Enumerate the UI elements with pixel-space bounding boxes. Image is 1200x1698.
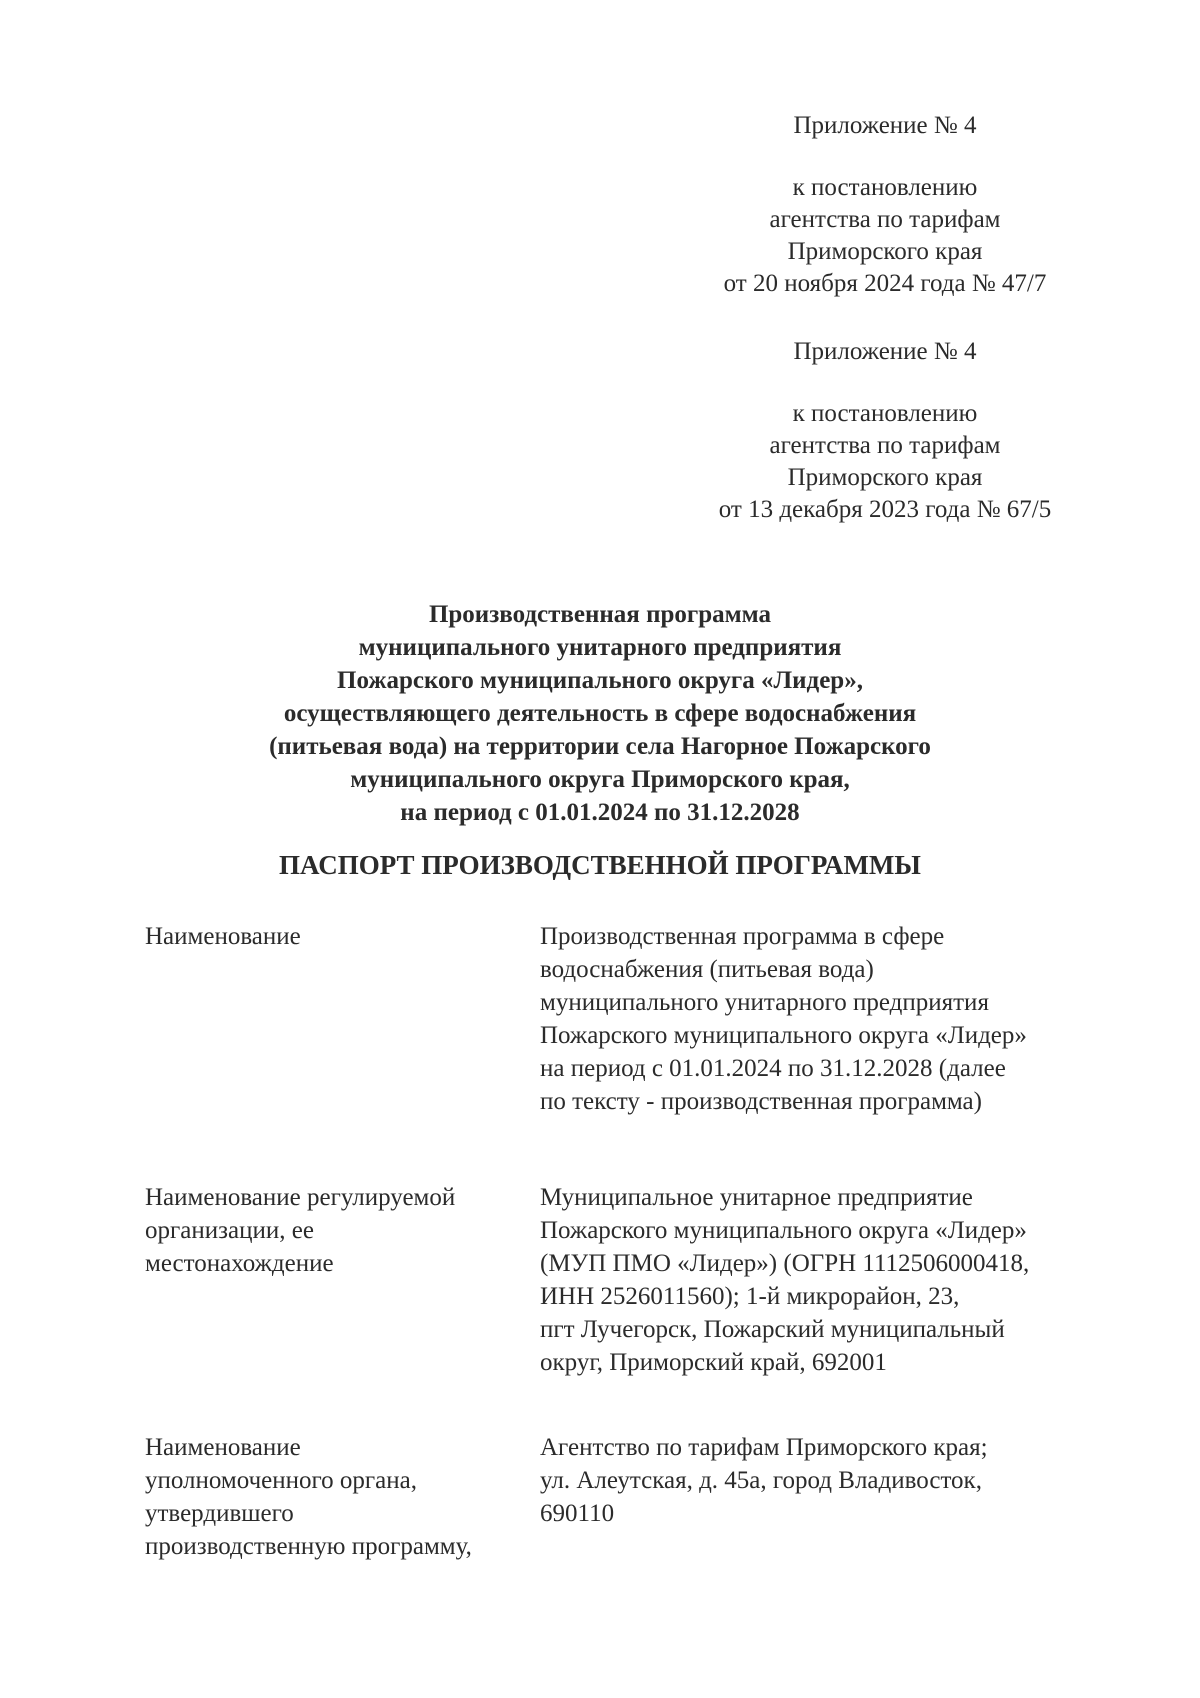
row-label	[145, 1181, 525, 1280]
row-value	[540, 920, 1085, 1118]
label-line: утвердившего	[145, 1500, 294, 1527]
value-line: Пожарского муниципального округа «Лидер»	[540, 1022, 1027, 1049]
annex-line: Приморского края	[787, 238, 983, 265]
program-title	[150, 598, 1050, 829]
value-line: по тексту - производственная программа)	[540, 1088, 982, 1115]
value-line: (МУП ПМО «Лидер») (ОГРН 1112506000418,	[540, 1250, 1030, 1277]
title-line: (питьевая вода) на территории села Нагорное Пожарского	[269, 733, 931, 760]
row-value	[540, 1431, 1085, 1530]
value-line: 690110	[540, 1500, 615, 1527]
annex-number: Приложение № 4	[793, 338, 977, 365]
value-line: пгт Лучегорск, Пожарский муниципальный	[540, 1316, 1005, 1343]
annex-line: от 20 ноября 2024 года № 47/7	[723, 270, 1047, 297]
annex-line: к постановлению	[792, 174, 978, 201]
annex-block-current	[700, 110, 1070, 300]
value-line: водоснабжения (питьевая вода)	[540, 956, 874, 983]
annex-number: Приложение № 4	[793, 112, 977, 139]
annex-block-original	[700, 336, 1070, 526]
row-value	[540, 1181, 1085, 1379]
title-line: муниципального унитарного предприятия	[358, 634, 842, 661]
title-line: Производственная программа	[428, 601, 772, 628]
value-line: ул. Алеутская, д. 45а, город Владивосток,	[540, 1467, 982, 1494]
annex-line: от 13 декабря 2023 года № 67/5	[718, 496, 1052, 523]
label-line: Наименование регулируемой	[145, 1184, 456, 1211]
value-line: Муниципальное унитарное предприятие	[540, 1184, 973, 1211]
value-line: Пожарского муниципального округа «Лидер»	[540, 1217, 1027, 1244]
label-line: производственную программу,	[145, 1533, 472, 1560]
label-line: местонахождение	[145, 1250, 334, 1277]
annex-line: к постановлению	[792, 400, 978, 427]
annex-line: агентства по тарифам	[769, 432, 1001, 459]
label-line: организации, ее	[145, 1217, 314, 1244]
row-label	[145, 1431, 525, 1563]
title-line: Пожарского муниципального округа «Лидер»,	[337, 667, 863, 694]
title-line: муниципального округа Приморского края,	[350, 766, 850, 793]
label-line: Наименование	[145, 923, 301, 950]
value-line: Агентство по тарифам Приморского края;	[540, 1434, 988, 1461]
title-line: на период с 01.01.2024 по 31.12.2028	[400, 799, 800, 826]
label-line: уполномоченного органа,	[145, 1467, 417, 1494]
value-line: ИНН 2526011560); 1-й микрорайон, 23,	[540, 1283, 960, 1310]
value-line: округ, Приморский край, 692001	[540, 1349, 887, 1376]
row-label	[145, 920, 525, 953]
title-line: осуществляющего деятельность в сфере водоснабжения	[283, 700, 917, 727]
value-line: Производственная программа в сфере	[540, 923, 945, 950]
annex-line: агентства по тарифам	[769, 206, 1001, 233]
value-line: муниципального унитарного предприятия	[540, 989, 989, 1016]
value-line: на период с 01.01.2024 по 31.12.2028 (далее	[540, 1055, 1006, 1082]
label-line: Наименование	[145, 1434, 301, 1461]
annex-line: Приморского края	[787, 464, 983, 491]
passport-heading: ПАСПОРТ ПРОИЗВОДСТВЕННОЙ ПРОГРАММЫ	[279, 850, 921, 880]
